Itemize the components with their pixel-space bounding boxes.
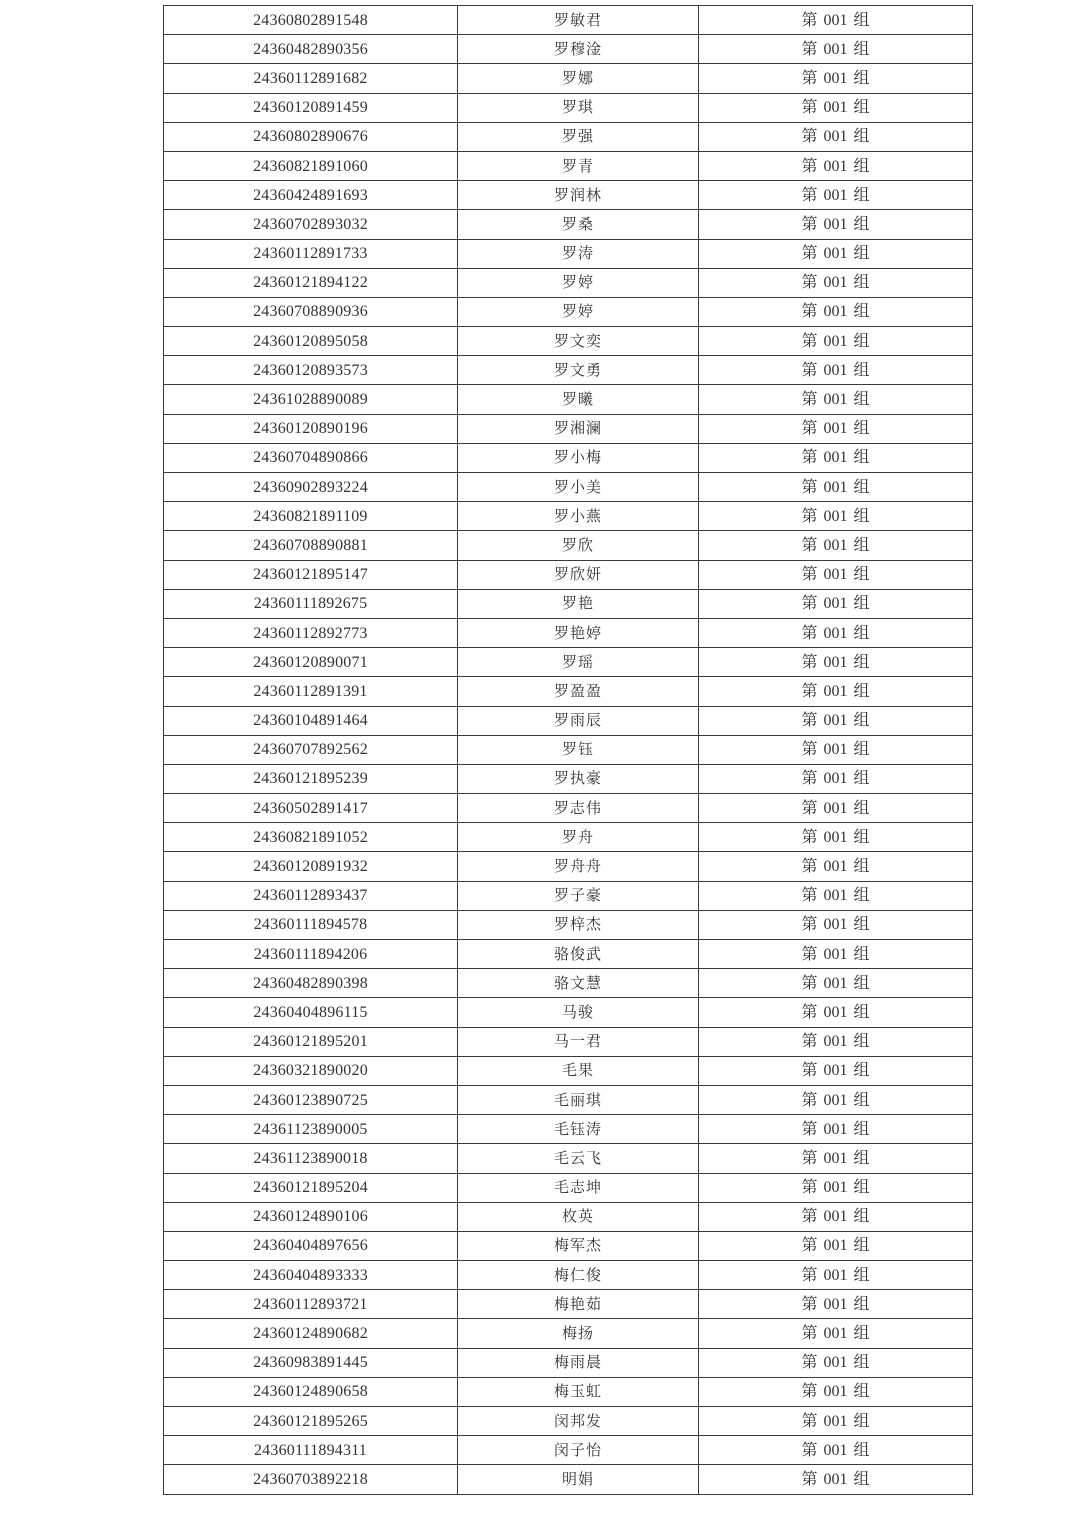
candidate-id-cell: 24360902893224 xyxy=(164,473,458,502)
group-cell: 第 001 组 xyxy=(699,327,973,356)
group-cell: 第 001 组 xyxy=(699,735,973,764)
group-cell: 第 001 组 xyxy=(699,910,973,939)
candidate-name-cell: 罗琪 xyxy=(458,93,699,122)
group-cell: 第 001 组 xyxy=(699,998,973,1027)
group-cell: 第 001 组 xyxy=(699,794,973,823)
candidate-id-cell: 24361123890018 xyxy=(164,1144,458,1173)
group-cell: 第 001 组 xyxy=(699,443,973,472)
table-row xyxy=(164,881,973,910)
candidate-name-cell: 罗小美 xyxy=(458,473,699,502)
candidate-name-cell: 罗小梅 xyxy=(458,443,699,472)
table-row xyxy=(164,735,973,764)
table-row xyxy=(164,443,973,472)
candidate-id-cell: 24360123890725 xyxy=(164,1085,458,1114)
group-cell: 第 001 组 xyxy=(699,93,973,122)
table-row xyxy=(164,1056,973,1085)
candidate-id-cell: 24360482890398 xyxy=(164,969,458,998)
candidate-id-cell: 24360104891464 xyxy=(164,706,458,735)
candidate-id-cell: 24360111894311 xyxy=(164,1436,458,1465)
group-cell: 第 001 组 xyxy=(699,122,973,151)
table-row xyxy=(164,969,973,998)
table-row xyxy=(164,1319,973,1348)
group-cell: 第 001 组 xyxy=(699,589,973,618)
group-cell: 第 001 组 xyxy=(699,881,973,910)
group-cell: 第 001 组 xyxy=(699,1348,973,1377)
group-cell: 第 001 组 xyxy=(699,764,973,793)
table-row xyxy=(164,589,973,618)
candidate-id-cell: 24360120890196 xyxy=(164,414,458,443)
candidate-id-cell: 24360802891548 xyxy=(164,6,458,35)
candidate-id-cell: 24360703892218 xyxy=(164,1465,458,1494)
table-row xyxy=(164,327,973,356)
candidate-name-cell: 明娟 xyxy=(458,1465,699,1494)
candidate-name-cell: 毛云飞 xyxy=(458,1144,699,1173)
candidate-id-cell: 24360120895058 xyxy=(164,327,458,356)
group-cell: 第 001 组 xyxy=(699,210,973,239)
group-cell: 第 001 组 xyxy=(699,35,973,64)
candidate-name-cell: 罗欣 xyxy=(458,531,699,560)
table-row xyxy=(164,268,973,297)
candidate-id-cell: 24360121895239 xyxy=(164,764,458,793)
table-row xyxy=(164,6,973,35)
candidate-id-cell: 24360321890020 xyxy=(164,1056,458,1085)
candidate-name-cell: 罗文勇 xyxy=(458,356,699,385)
table-row xyxy=(164,1144,973,1173)
table-row xyxy=(164,1173,973,1202)
table-row xyxy=(164,181,973,210)
candidate-id-cell: 24360707892562 xyxy=(164,735,458,764)
candidate-id-cell: 24360502891417 xyxy=(164,794,458,823)
table-row xyxy=(164,1115,973,1144)
table-row xyxy=(164,940,973,969)
candidate-name-cell: 罗曦 xyxy=(458,385,699,414)
candidate-name-cell: 骆文慧 xyxy=(458,969,699,998)
table-row xyxy=(164,823,973,852)
roster-sheet xyxy=(163,5,972,1495)
table-row xyxy=(164,122,973,151)
candidate-id-cell: 24360112893437 xyxy=(164,881,458,910)
group-cell: 第 001 组 xyxy=(699,940,973,969)
candidate-name-cell: 罗执豪 xyxy=(458,764,699,793)
table-row xyxy=(164,93,973,122)
candidate-id-cell: 24360704890866 xyxy=(164,443,458,472)
table-row xyxy=(164,531,973,560)
candidate-name-cell: 罗润林 xyxy=(458,181,699,210)
candidate-id-cell: 24361123890005 xyxy=(164,1115,458,1144)
group-cell: 第 001 组 xyxy=(699,706,973,735)
candidate-name-cell: 梅扬 xyxy=(458,1319,699,1348)
candidate-name-cell: 罗文奕 xyxy=(458,327,699,356)
candidate-id-cell: 24360111894578 xyxy=(164,910,458,939)
candidate-name-cell: 罗钰 xyxy=(458,735,699,764)
candidate-name-cell: 罗欣妍 xyxy=(458,560,699,589)
group-cell: 第 001 组 xyxy=(699,385,973,414)
group-cell: 第 001 组 xyxy=(699,1290,973,1319)
table-row xyxy=(164,677,973,706)
candidate-id-cell: 24360121895147 xyxy=(164,560,458,589)
candidate-name-cell: 罗瑶 xyxy=(458,648,699,677)
table-row xyxy=(164,210,973,239)
table-row xyxy=(164,1085,973,1114)
candidate-id-cell: 24360124890106 xyxy=(164,1202,458,1231)
group-cell: 第 001 组 xyxy=(699,1319,973,1348)
candidate-id-cell: 24360821891109 xyxy=(164,502,458,531)
roster-body xyxy=(164,6,973,1495)
candidate-name-cell: 梅雨晨 xyxy=(458,1348,699,1377)
table-row xyxy=(164,560,973,589)
candidate-name-cell: 罗舟舟 xyxy=(458,852,699,881)
group-cell: 第 001 组 xyxy=(699,239,973,268)
candidate-id-cell: 24360404897656 xyxy=(164,1231,458,1260)
candidate-name-cell: 闵子怡 xyxy=(458,1436,699,1465)
table-row xyxy=(164,1377,973,1406)
group-cell: 第 001 组 xyxy=(699,852,973,881)
group-cell: 第 001 组 xyxy=(699,502,973,531)
candidate-name-cell: 罗婷 xyxy=(458,268,699,297)
candidate-id-cell: 24360708890881 xyxy=(164,531,458,560)
candidate-name-cell: 闵邦发 xyxy=(458,1407,699,1436)
candidate-name-cell: 罗强 xyxy=(458,122,699,151)
candidate-name-cell: 罗娜 xyxy=(458,64,699,93)
table-row xyxy=(164,356,973,385)
table-row xyxy=(164,1348,973,1377)
candidate-name-cell: 枚英 xyxy=(458,1202,699,1231)
candidate-name-cell: 马一君 xyxy=(458,1027,699,1056)
candidate-id-cell: 24360702893032 xyxy=(164,210,458,239)
table-row xyxy=(164,35,973,64)
candidate-id-cell: 24360112893721 xyxy=(164,1290,458,1319)
candidate-id-cell: 24360708890936 xyxy=(164,297,458,326)
candidate-name-cell: 梅艳茹 xyxy=(458,1290,699,1319)
table-row xyxy=(164,706,973,735)
table-row xyxy=(164,385,973,414)
group-cell: 第 001 组 xyxy=(699,1173,973,1202)
candidate-name-cell: 马骏 xyxy=(458,998,699,1027)
group-cell: 第 001 组 xyxy=(699,1465,973,1494)
table-row xyxy=(164,1290,973,1319)
group-cell: 第 001 组 xyxy=(699,823,973,852)
group-cell: 第 001 组 xyxy=(699,1407,973,1436)
group-cell: 第 001 组 xyxy=(699,560,973,589)
table-row xyxy=(164,151,973,180)
candidate-id-cell: 24360112892773 xyxy=(164,618,458,647)
group-cell: 第 001 组 xyxy=(699,531,973,560)
candidate-name-cell: 骆俊武 xyxy=(458,940,699,969)
candidate-name-cell: 罗梓杰 xyxy=(458,910,699,939)
candidate-name-cell: 罗穆淦 xyxy=(458,35,699,64)
group-cell: 第 001 组 xyxy=(699,1231,973,1260)
candidate-id-cell: 24360111894206 xyxy=(164,940,458,969)
candidate-id-cell: 24360112891733 xyxy=(164,239,458,268)
candidate-name-cell: 罗敏君 xyxy=(458,6,699,35)
table-row xyxy=(164,794,973,823)
candidate-name-cell: 毛丽琪 xyxy=(458,1085,699,1114)
candidate-name-cell: 梅玉虹 xyxy=(458,1377,699,1406)
group-cell: 第 001 组 xyxy=(699,1115,973,1144)
candidate-id-cell: 24360404893333 xyxy=(164,1261,458,1290)
table-row xyxy=(164,764,973,793)
candidate-id-cell: 24360120891459 xyxy=(164,93,458,122)
group-cell: 第 001 组 xyxy=(699,618,973,647)
candidate-id-cell: 24360112891391 xyxy=(164,677,458,706)
candidate-id-cell: 24360821891052 xyxy=(164,823,458,852)
group-cell: 第 001 组 xyxy=(699,677,973,706)
group-cell: 第 001 组 xyxy=(699,1202,973,1231)
candidate-name-cell: 毛果 xyxy=(458,1056,699,1085)
table-row xyxy=(164,618,973,647)
table-row xyxy=(164,1261,973,1290)
group-cell: 第 001 组 xyxy=(699,6,973,35)
candidate-name-cell: 罗涛 xyxy=(458,239,699,268)
candidate-id-cell: 24360121895201 xyxy=(164,1027,458,1056)
group-cell: 第 001 组 xyxy=(699,1261,973,1290)
candidate-id-cell: 24360482890356 xyxy=(164,35,458,64)
table-row xyxy=(164,502,973,531)
candidate-id-cell: 24360983891445 xyxy=(164,1348,458,1377)
candidate-name-cell: 梅仁俊 xyxy=(458,1261,699,1290)
roster-table xyxy=(163,5,973,1495)
candidate-id-cell: 24361028890089 xyxy=(164,385,458,414)
candidate-name-cell: 罗婷 xyxy=(458,297,699,326)
table-row xyxy=(164,998,973,1027)
table-row xyxy=(164,1465,973,1494)
table-row xyxy=(164,852,973,881)
candidate-name-cell: 罗雨辰 xyxy=(458,706,699,735)
candidate-id-cell: 24360802890676 xyxy=(164,122,458,151)
table-row xyxy=(164,648,973,677)
group-cell: 第 001 组 xyxy=(699,151,973,180)
candidate-id-cell: 24360120891932 xyxy=(164,852,458,881)
group-cell: 第 001 组 xyxy=(699,648,973,677)
table-row xyxy=(164,239,973,268)
candidate-name-cell: 罗青 xyxy=(458,151,699,180)
group-cell: 第 001 组 xyxy=(699,1027,973,1056)
candidate-id-cell: 24360121895204 xyxy=(164,1173,458,1202)
candidate-id-cell: 24360112891682 xyxy=(164,64,458,93)
table-row xyxy=(164,297,973,326)
table-row xyxy=(164,414,973,443)
candidate-id-cell: 24360404896115 xyxy=(164,998,458,1027)
candidate-id-cell: 24360124890658 xyxy=(164,1377,458,1406)
group-cell: 第 001 组 xyxy=(699,64,973,93)
group-cell: 第 001 组 xyxy=(699,1085,973,1114)
table-row xyxy=(164,910,973,939)
candidate-name-cell: 罗艳 xyxy=(458,589,699,618)
table-row xyxy=(164,1436,973,1465)
group-cell: 第 001 组 xyxy=(699,1377,973,1406)
group-cell: 第 001 组 xyxy=(699,1144,973,1173)
candidate-id-cell: 24360120893573 xyxy=(164,356,458,385)
group-cell: 第 001 组 xyxy=(699,268,973,297)
candidate-name-cell: 梅军杰 xyxy=(458,1231,699,1260)
candidate-name-cell: 罗子豪 xyxy=(458,881,699,910)
candidate-name-cell: 毛志坤 xyxy=(458,1173,699,1202)
table-row xyxy=(164,64,973,93)
candidate-id-cell: 24360121895265 xyxy=(164,1407,458,1436)
candidate-name-cell: 罗盈盈 xyxy=(458,677,699,706)
candidate-id-cell: 24360124890682 xyxy=(164,1319,458,1348)
group-cell: 第 001 组 xyxy=(699,1056,973,1085)
candidate-name-cell: 罗小燕 xyxy=(458,502,699,531)
group-cell: 第 001 组 xyxy=(699,969,973,998)
table-row xyxy=(164,1231,973,1260)
group-cell: 第 001 组 xyxy=(699,181,973,210)
table-row xyxy=(164,473,973,502)
candidate-name-cell: 罗桑 xyxy=(458,210,699,239)
candidate-name-cell: 罗舟 xyxy=(458,823,699,852)
group-cell: 第 001 组 xyxy=(699,414,973,443)
table-row xyxy=(164,1407,973,1436)
group-cell: 第 001 组 xyxy=(699,473,973,502)
group-cell: 第 001 组 xyxy=(699,356,973,385)
candidate-name-cell: 罗湘澜 xyxy=(458,414,699,443)
candidate-id-cell: 24360424891693 xyxy=(164,181,458,210)
candidate-id-cell: 24360120890071 xyxy=(164,648,458,677)
group-cell: 第 001 组 xyxy=(699,1436,973,1465)
group-cell: 第 001 组 xyxy=(699,297,973,326)
table-row xyxy=(164,1202,973,1231)
candidate-name-cell: 罗艳婷 xyxy=(458,618,699,647)
candidate-id-cell: 24360111892675 xyxy=(164,589,458,618)
table-row xyxy=(164,1027,973,1056)
candidate-name-cell: 罗志伟 xyxy=(458,794,699,823)
candidate-id-cell: 24360821891060 xyxy=(164,151,458,180)
candidate-id-cell: 24360121894122 xyxy=(164,268,458,297)
candidate-name-cell: 毛钰涛 xyxy=(458,1115,699,1144)
